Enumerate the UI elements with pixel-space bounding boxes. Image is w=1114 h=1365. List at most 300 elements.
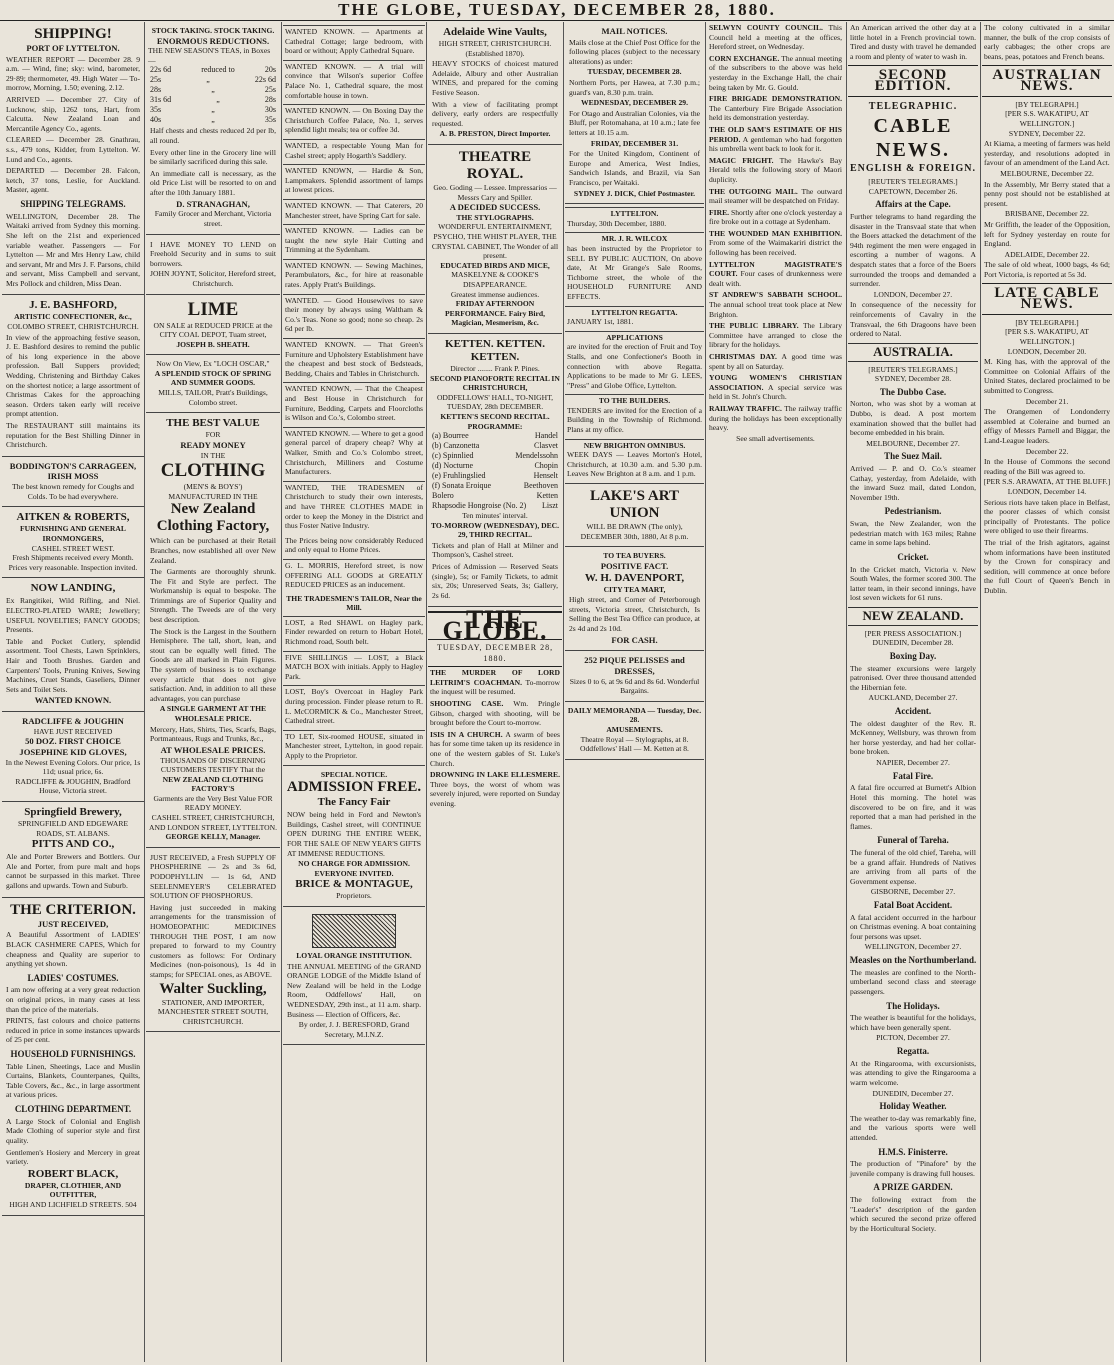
friday-performance: FRIDAY AFTERNOON PERFORMANCE. Fairy Bird, Magician, Mesmerism, &c. (445, 299, 545, 328)
melbourne-text: In the Assembly, Mr Berry stated that a penny post should not be established at present. (984, 179, 1110, 208)
in-the-label: IN THE (200, 450, 226, 460)
suckling-sub: STATIONER, AND IMPORTER, MANCHESTER STREET SOUTH, CHRISTCHURCH. (157, 997, 269, 1026)
dunedin-dateline: DUNEDIN, December 28. (872, 638, 954, 648)
cable-news-heading: CABLE NEWS. (873, 115, 953, 162)
london-dateline: LONDON, December 20. (1007, 346, 1087, 356)
aitken-ad (2, 507, 144, 578)
wanted-ad: WANTED KNOWN. — A trial will convince that Wilson's superior Coffee Palace No. 1, Cathedral square, the most comfortable house in town. (285, 61, 423, 100)
column-rule (144, 22, 145, 1362)
tomorrow-recital: TO-MORROW (WEDNESDAY), DEC. 29, THIRD RECITAL. (430, 520, 560, 540)
landing-text: Table and Pocket Cutlery, splendid assortment. Tool Chests, Lawn Sprinklers, Hair and Tooth Brushes. Garden and Carpenters' Tools, Pruning Knives, Sewing Machines, Cruet Stands, Gaseliers, Dinner Sets and Toilet Sets. (6, 636, 140, 694)
news-item: CHRISTMAS DAY. A good time was spent by all on Saturday. (709, 352, 842, 371)
to-let-ad: TO LET, Six-roomed HOUSE, situated in Manchester street, Lyttelton, in good repair. Apply to the Proprietor. (285, 731, 423, 760)
garments-text: The Garments are thoroughly shrunk. The Fit and Style are perfect. The Workmanship is equal to bespoke. The Trimmings are of Superior Quality and Strength. The Tweeds are of the very best description. (150, 567, 276, 625)
accident-text: The oldest daughter of the Rev. R. McKenney, Wellsbury, was thrown from her horse yesterday, and had her collar-bone broken. (850, 718, 976, 757)
wanted-ad: WANTED KNOWN, — Hardie & Son, Lampmakers. Splendid assortment of lamps at lowest prices. (285, 166, 423, 195)
lost-ad: FIVE SHILLINGS — LOST, a Black MATCH BOX with initials. Apply to Hagley Park. (285, 652, 423, 681)
aitken-trade: FURNISHING AND GENERAL IRONMONGERS, (20, 524, 126, 543)
cape-text: Further telegrams to hand regarding the disaster in the Transvaal state that when the Boers attacked the detachment of the 94th regiment the men were engaged in escorting a number of wagons. A despatch states that a force of the Boers surrounded the troops and demanded a surrender. (850, 212, 976, 289)
hms-heading: H.M.S. Finisterre. (878, 1146, 948, 1157)
tuesday-heading: TUESDAY, DECEMBER 28. (587, 67, 682, 77)
programme-list (430, 431, 560, 511)
tea-price-list (148, 65, 278, 125)
wanted-ad: WANTED, a respectable Young Man for Cashel street; apply Hogarth's Saddlery. (285, 140, 423, 160)
city-tea-mart: CITY TEA MART, (603, 584, 666, 594)
mail-heading: MAIL NOTICES. (601, 26, 668, 36)
theatre-heading: THEATRE ROYAL. (458, 148, 532, 182)
bashford-text: In view of the approaching festive season, J. E. Bashford desires to remind the public of his long experience in the above profession. Ball Suppers provided; Wedding, Christening and Birthday Cakes on the shortest notice; a large assortment of Christmas Cakes for the approaching season. Orders taken early will receive prompt attention. (6, 332, 140, 419)
for-label: FOR (205, 430, 221, 440)
just-received-phosphorus: JUST RECEIVED, a Fresh SUPPLY OF PHOSPHERINE — 2s and 3s 6d, PODOPHYLLIN — 1s 6d, AND SEELENMEYER'S CELEBRATED SOLUTION OF PHOSPHORUS. (150, 852, 276, 901)
programme-item: Rhapsodie Hongroise (No. 2) Liszt (432, 501, 558, 511)
bashford-address: COLOMBO STREET, CHRISTCHURCH. (7, 322, 139, 332)
lodge-emblem (312, 914, 396, 948)
pique-ad (565, 651, 704, 702)
australian-news-heading: AUSTRALIAN NEWS. (982, 65, 1112, 96)
via-label: [PER S.S. WAKATIPU, AT WELLINGTON.] (1005, 327, 1089, 347)
affairs-cape-heading: Affairs at the Cape. (875, 199, 951, 210)
dec21-text: The Orangemen of Londonderry assembled at Coleraine and burned an effigy of Messrs Parnell and Biggar, the Land-League leaders. (984, 407, 1110, 445)
via-label: [PER S.S. WAKATIPU, AT WELLINGTON.] (1005, 109, 1089, 128)
see-small-ads: See small advertisements. (736, 433, 815, 443)
closing-text: The trial of the Irish agitators, against whom informations have been instituted by the Crown for conspiracy and sedition, will commence at once before the full Court of Queen's Bench in Dublin. (984, 537, 1110, 595)
now-view: Now On View, Ex "LOCH OSCAR," (156, 359, 270, 369)
news-item: FIRE BRIGADE DEMONSTRATION. The Canterbury Fire Brigade Association held its demonstration yesterday. (709, 94, 842, 123)
programme-item: (e) Fruhlingslied Henselt (432, 471, 558, 481)
davenport-ad (565, 547, 704, 651)
bashford-ad (2, 295, 144, 456)
springfield-heading: Springfield Brewery, (24, 806, 122, 819)
mercery-text: Mercery, Hats, Shirts, Ties, Scarfs, Bags, Portmanteaus, Rugs and Trunks, &c., (150, 724, 276, 744)
fancy-fair-text: NOW being held in Ford and Newton's Buildings, Cashel street, will CONTINUE OPEN DURING THE ENTIRE WEEK, FOR THE SALE OF NEW YEAR'S GIFTS AT IMMENSE REDUCTIONS. (287, 810, 421, 858)
aitken-sub: Fresh Shipments received every Month. Prices very reasonable. Inspection invited. (8, 553, 138, 572)
diary-heading: DAILY MEMORANDA — Tuesday, Dec. 28. (567, 705, 702, 725)
clothing-heading: CLOTHING (160, 460, 266, 482)
masthead: THE GLOBE, TUESDAY, DECEMBER 28, 1880. (0, 0, 1114, 21)
dubbo-heading: The Dubbo Case. (879, 386, 947, 397)
diary (565, 702, 704, 760)
friday-text: For the United Kingdom, Continent of Europe and America, West Indies, Sandwich Islands, and Brazil, via San Francisco, per Waitaki. (569, 149, 700, 188)
wholesale-heading: AT WHOLESALE PRICES. (160, 744, 266, 755)
australia-heading: AUSTRALIA. (848, 343, 978, 362)
teas-intro: THE NEW SEASON'S TEAS, in Boxes — (148, 46, 271, 65)
regatta-text: At the Ringarooma, with excursionists, was attending to give the Ringarooma a warm welcome. (850, 1058, 976, 1087)
ketten-second: KETTEN'S SECOND RECITAL. (440, 411, 550, 421)
holiday-weather-text: The weather to-day was remarkably fine, and the various sports were well attended. (850, 1113, 976, 1142)
lime-heading: LIME (187, 298, 239, 320)
boddington-sub: The best known remedy for Coughs and Colds. To be had everywhere. (12, 482, 134, 501)
landing-heading: NOW LANDING, (30, 582, 116, 595)
landing-list: Ex Rangitikei, Wild Rifling, and Niel. ELECTRO-PLATED WARE; Jewellery; USEFUL NOVELTIES; FANCY GOODS; Presents. (6, 596, 140, 635)
brisbane-dateline: BRISBANE, December 22. (1005, 209, 1089, 219)
admission-free: ADMISSION FREE. (286, 779, 422, 796)
bashford-trade: ARTISTIC CONFECTIONER, &c., (14, 312, 132, 322)
melbourne-dateline: MELBOURNE, December 27. (866, 438, 960, 448)
theatre-ad (428, 145, 562, 334)
intro-text: The colony cultivated in a similar manner, the bulk of the crop consists of early cabbages; the other crops are beans, peas, potatoes and French beans. (984, 23, 1110, 61)
funeral-heading: Funeral of Tareha. (877, 835, 949, 846)
capetown-dateline: CAPETOWN, December 26. (868, 186, 958, 196)
lost-ad: LOST, Boy's Overcoat in Hagley Park during procession. Finder please return to R. L. McCORMICK & Co., Manchester Street, Cathedral street. (285, 687, 423, 726)
news-item: THE WOUNDED MAN EXHIBITION. From some of the Waimakariri district the following has been received. (709, 228, 842, 258)
ready-money: READY MONEY (180, 439, 246, 450)
auckland-dateline: AUCKLAND, December 27. (868, 693, 958, 703)
postmaster: SYDNEY J. DICK, Chief Postmaster. (573, 188, 696, 198)
wanted-known-heading: WANTED KNOWN. (34, 695, 112, 706)
programme-item: (c) Spinnlied Mendelssohn (432, 451, 558, 461)
port-heading: PORT OF LYTTELTON. (26, 43, 120, 53)
boxing-heading: Boxing Day. (889, 650, 937, 661)
wanted-ad: WANTED KNOWN. — That Caterers, 20 Manchester street, have Spring Cart for sale. (285, 200, 423, 220)
wednesday-text: For Otago and Australian Colonies, via the Bluff, per Rotomahana, at 10 a.m.; late fee letters at 10.15 a.m. (569, 108, 700, 138)
sydney-text: At Kiama, a meeting of farmers was held yesterday, and resolutions adopted in favour of an amendment of the Land Act. (984, 139, 1110, 168)
wanted-ad: WANTED KNOWN. — Sewing Machines, Perambulators, &c., for hire at reasonable rates. Apply Pratt's Buildings. (285, 260, 423, 290)
bashford-restaurant: The RESTAURANT still maintains its reputation for the Best Shilling Dinner in Christchurch. (6, 421, 140, 450)
criterion-ad (2, 898, 144, 1216)
hms-text: The production of "Pinafore" by the juvenile company is drawing full houses. (850, 1159, 976, 1178)
news-item: SELWYN COUNTY COUNCIL. This Council held a meeting at the offices, Hereford street, on Wednesday. (709, 23, 843, 52)
adelaide-ad (428, 22, 562, 145)
wanted-ad: WANTED KNOWN. — Apartments at Cathedral Cottage; large bedroom, with board or without; Apply Cathedral Square. (285, 27, 423, 56)
news-item: THE MURDER OF LORD LEITRIM'S COACHMAN. To-morrow the inquest will be resumed. (430, 668, 560, 697)
ketten-heading: KETTEN. KETTEN. KETTEN. (445, 337, 545, 363)
robert-black-sub: DRAPER, CLOTHIER, AND OUTFITTER, (24, 1180, 122, 1200)
educated-birds: EDUCATED BIRDS AND MICE, (440, 260, 550, 270)
prize-garden-text: The following extract from the "Leader's" description of the garden which secured the second prize offered by the Horticultural Society. (850, 1195, 976, 1233)
purchased-text: Which can be purchased at their Retail Branches, now established all over New Zealand. (150, 536, 276, 565)
second-recital: SECOND PIANOFORTE RECITAL IN CHRISTCHURCH, (430, 373, 560, 393)
theatre-sub: Geo. Goding — Lessee. Impressarios — Messrs Cary and Spiller. (433, 182, 557, 202)
pitts-text: Ale and Porter Brewers and Bottlers. Our Ale and Porter, from pure malt and hops cannot be surpassed in this market. Three gallons and upwards. Town and Suburb. (6, 852, 140, 891)
intro-text: An American arrived the other day at a little hotel in a French provincial town. Tired and dusty with travel he demanded a room and plenty of water to wash in. (850, 23, 976, 61)
london2-dateline: LONDON, December 14. (1007, 486, 1087, 496)
news-item: SHOOTING CASE. Wm. Pringle Gibson, charged with shooting, will be brought before the Court to-morrow. (430, 699, 560, 728)
second-edition-heading: SECOND EDITION. (848, 65, 978, 96)
davenport-text: High street, and Corner of Peterborough streets, Victoria street, Christchurch, Is Selling the Best Tea Office can produce, at 2s 4d and 2s 10d. (569, 595, 700, 633)
aitken-name: AITKEN & ROBERTS, (16, 511, 130, 524)
news-item: ISIS IN A CHURCH. A swarm of bees has for some time taken up its residence in one of the western gables of St. Luke's Church. (430, 729, 560, 768)
adelaide-sub: HIGH STREET, CHRISTCHURCH. (Established 1870). (438, 39, 552, 58)
stocktaking-heading: STOCK TAKING. STOCK TAKING. (151, 26, 275, 35)
wonderful: WONDERFUL ENTERTAINMENT, PSYCHO, THE WHIST PLAYER, THE CRYSTAL CABINET, The Wonder of all present. (431, 222, 559, 261)
english-foreign-heading: ENGLISH & FOREIGN. (849, 163, 977, 175)
morris-ad: G. L. MORRIS, Hereford street, is now OFFERING ALL GOODS at GREATLY REDUCED PRICES as an inducement. (285, 560, 423, 590)
weather-report: WEATHER REPORT — December 28. 9 a.m. — Wind, fine; sky: wind, barometer, 29·89; thermometer, 49. High Water — To-morrow, Morning, 1.50; evening, 2.12. (6, 54, 140, 93)
pedestrian-heading: Pedestrianism. (884, 506, 942, 517)
column-3 (283, 22, 425, 1362)
late-cable-heading: LATE CABLE NEWS. (982, 283, 1112, 314)
london-dateline: LONDON, December 27. (873, 289, 953, 299)
notice: TO THE BUILDERS. TENDERS are invited for the Erection of a Building in the Township of Richmond. Plans at my office. (567, 396, 702, 435)
column-rule (705, 22, 706, 1362)
column-rule (563, 22, 564, 1362)
holiday-weather-heading: Holiday Weather. (879, 1101, 947, 1112)
mills-ad (146, 355, 280, 413)
melbourne-dateline: MELBOURNE, December 22. (1000, 168, 1094, 178)
holidays-text: The weather is beautiful for the holidays, which have been generally spent. (850, 1013, 976, 1032)
special-notice: SPECIAL NOTICE. (320, 769, 388, 779)
news-item: MAGIC FRIGHT. The Hawke's Bay Herald tells the following story of Maori duplicity. (709, 155, 842, 184)
pedestrian-text: Swan, the New Zealander, won the pedestrian match with 163 miles; Rahne came in some laps behind. (850, 519, 976, 548)
holidays-heading: The Holidays. (886, 1000, 940, 1011)
manufactured-label: MANUFACTURED IN THE (168, 491, 258, 501)
picton-dateline: PICTON, December 27. (876, 1033, 950, 1043)
measles-heading: Measles on the Northumberland. (849, 955, 977, 966)
heavy-stocks: HEAVY STOCKS of choicest matured Adelaide, Albury and other Australian WINES, and prepared for the coming Festive Season. (432, 59, 558, 97)
cashel-address: CASHEL STREET, CHRISTCHURCH, AND LONDON STREET, LYTTELTON. (149, 813, 277, 832)
shipping-telegrams-heading: SHIPPING TELEGRAMS. (20, 199, 126, 210)
wanted-ad: WANTED KNOWN. — That Green's Furniture and Upholstery Establishment have the cheapest and best stock of Bedsteads, Bedding, Chairs and Tables in Christchurch. (285, 340, 423, 378)
household-heading: HOUSEHOLD FURNISHINGS. (10, 1048, 136, 1059)
fancy-fair-ad (283, 765, 425, 907)
tea-buyers: TO TEA BUYERS. (603, 551, 666, 561)
lime-sign: JOSEPH B. SHEATH. (176, 339, 250, 349)
arrived-report: ARRIVED — December 27. City of Lucknow, ship, 1262 tons, Hart, from Calcutta. New Zealand Loan and Mercantile Agency Co., agents. (6, 95, 140, 133)
just-received-heading: JUST RECEIVED, (37, 918, 109, 929)
globe-dateline: TUESDAY, DECEMBER 28, 1880. (428, 642, 562, 667)
news-item: ST ANDREW'S SABBATH SCHOOL. The annual school treat took place at New Brighton. (709, 290, 842, 319)
nz-clothing-ad (146, 413, 280, 848)
news-item: DROWNING IN LAKE ELLESMERE. Three boys, the worst of whom was severely injured, were reported on Sunday evening. (430, 770, 560, 808)
best-value: THE BEST VALUE (166, 417, 260, 430)
radcliffe-price: 50 DOZ. FIRST CHOICE JOSEPHINE KID GLOVES, (19, 736, 127, 757)
ladies-costumes-heading: LADIES' COSTUMES. (27, 972, 119, 983)
mail-text: Mails close at the Chief Post Office for the following places (subject to the necessary alterations) as under: (569, 37, 700, 66)
stylographs: THE STYLOGRAPHS. (456, 212, 534, 222)
pitts-name: PITTS AND CO., (31, 838, 115, 851)
notice: LYTTELTON. Thursday, 30th December, 1880. (565, 207, 704, 229)
loyal-orange: LOYAL ORANGE INSTITUTION. (296, 950, 412, 960)
criterion-heading: THE CRITERION. (10, 901, 136, 918)
joynt: JOHN JOYNT, Solicitor, Hereford street, Christchurch. (150, 269, 276, 288)
with-view: With a view of facilitating prompt delivery, early orders are respectfully requested. (432, 99, 558, 128)
column-6 (707, 22, 844, 1362)
tailors-ad: THE TRADESMEN'S TAILOR, Near the Mill. (286, 593, 422, 613)
for-cash: FOR CASH. (611, 634, 658, 645)
funeral-text: The funeral of the old chief, Tareha, will be a grand affair. Hundreds of Natives are arriving from all parts of the Government expense. (850, 848, 976, 886)
notice: LYTTELTON REGATTA. JANUARY 1st, 1881. (565, 306, 704, 328)
clothing-text: A Large Stock of Colonial and English Made Clothing of superior style and first quality. (6, 1116, 140, 1145)
tea-price-row: 31s 6d „ 28s (150, 95, 276, 105)
programme-item: Bolero Ketten (432, 491, 558, 501)
garments-best: Garments are the Very Best Value FOR READY MONEY. (153, 793, 273, 813)
positive-fact: POSITIVE FACT. (600, 560, 669, 571)
tea-price-row: 25s „ 22s 6d (150, 75, 276, 85)
tea-price-row: 22s 6d reduced to 20s (150, 65, 276, 75)
reuter-label: [REUTER'S TELEGRAMS.] (868, 364, 958, 374)
preston: A. B. PRESTON, Direct Importer. (439, 129, 551, 139)
radcliffe-text: In the Newest Evening Colors. Our price, 1s 11d; usual price, 6s. (5, 757, 141, 777)
pique-heading: 252 PIQUE PELISSES and DRESSES, (584, 655, 685, 676)
auction-notices (565, 207, 704, 480)
lime-ad (146, 295, 280, 356)
news-item: LYTTELTON MAGISTRATE'S COURT. Four cases of drunkenness were dealt with. (709, 259, 842, 288)
fatal-fire-heading: Fatal Fire. (892, 770, 934, 781)
column-rule (281, 22, 282, 1362)
new-zealand-heading: NEW ZEALAND. (848, 607, 978, 626)
regatta-heading: Regatta. (896, 1046, 930, 1057)
news-item: FIRE. Shortly after one o'clock yesterday a fire broke out in a cottage at Sydenham. (709, 207, 842, 227)
dubbo-text: Norton, who was shot by a woman at Dubbo, is dead. A post mortem examination showed that the bullet had become embedded in his brain. (850, 399, 976, 438)
robert-black-name: ROBERT BLACK, (27, 1167, 119, 1180)
nzcf-label: NEW ZEALAND CLOTHING FACTORY'S (162, 774, 264, 794)
telegraphic-heading: TELEGRAPHIC. (868, 100, 958, 112)
radcliffe-name: RADCLIFFE & JOUGHIN (22, 715, 124, 726)
no-charge: NO CHARGE FOR ADMISSION. (298, 859, 410, 869)
boddington-ad (2, 457, 144, 508)
boat-accident-heading: Fatal Boat Accident. (873, 899, 953, 910)
programme-heading: PROGRAMME: (467, 421, 523, 431)
radcliffe-sub: HAVE JUST RECEIVED (33, 726, 113, 736)
hosiery-text: Gentlemen's Hosiery and Mercery in great variety. (6, 1147, 140, 1167)
pique-text: Sizes 0 to 6, at 9s 6d and 8s 6d. Wonderful Bargains. (569, 676, 700, 696)
annual-meeting: THE ANNUAL MEETING of the GRAND ORANGE LODGE of the Middle Island of New Zealand will be held in the Lodge Room, Oddfellows' Hall, on WEDNESDAY, 29th inst., at 11 a.m. sharp. Business — Election of Officers, &c. (287, 961, 421, 1019)
sydney-dateline: SYDNEY, December 22. (1008, 128, 1086, 138)
wellington-dateline: WELLINGTON, December 27. (864, 942, 962, 952)
fancy-fair-heading: The Fancy Fair (317, 796, 391, 809)
wanted-ad: WANTED KNOWN. — On Boxing Day the Christchurch Coffee Palace, No. 1, serves splendid light meals; tea or coffee 3d. (285, 106, 423, 135)
dec22-text: In the House of Commons the second reading of the Bill was agreed to. (984, 457, 1110, 476)
tea-price-row: 35s „ 30s (150, 105, 276, 115)
springfield-ad (2, 802, 144, 898)
lost-ad: LOST, a Red SHAWL on Hagley park, Finder rewarded on return to Hobart Hotel, Richmond road, South belt. (285, 617, 423, 647)
springfield-sub: SPRINGFIELD AND EDGEWARE ROADS, ST. ALBANS. (17, 819, 129, 838)
adelaide-dateline: ADELAIDE, December 22. (1004, 249, 1090, 259)
telegraph-label: [BY TELEGRAPH.] (1015, 317, 1079, 327)
reductions-heading: ENORMOUS REDUCTIONS. (156, 35, 270, 46)
every-other: Every other line in the Grocery line will be similarly sacrificed during this sale. (150, 147, 276, 167)
column-rule (980, 22, 981, 1362)
shipping-section (2, 22, 144, 295)
everyone-invited: EVERYONE INVITED. (314, 868, 394, 878)
london-text: In consequence of the necessity for reinforcements of Cavalry in the Transvaal, the 6th Dragoons have been ordered to Natal. (850, 300, 976, 339)
admission-prices: Prices of Admission — Reserved Seats (single), 5s; or Family Tickets, to admit six, 20s; Unreserved Seats, 3s; Gallery, 2s 6d. (432, 562, 558, 600)
wednesday-heading: WEDNESDAY, DECEMBER 29. (580, 98, 689, 108)
adelaide-heading: Adelaide Wine Vaults, (443, 26, 547, 38)
reuter-label: [REUTER'S TELEGRAMS.] (868, 177, 958, 187)
wanted-ad: WANTED KNOWN, — That the Cheapest and Best House in Christchurch for Furniture, Bedding, Carpets and Floorcloths is Wilson and Co.'s, Colombo street. (285, 384, 423, 423)
thousands-text: THOUSANDS OF DISCERNING CUSTOMERS TESTIFY That the (160, 755, 266, 775)
column-7 (848, 22, 978, 1362)
tea-price-row: 40s „ 35s (150, 115, 276, 125)
lakes-heading: LAKE'S ART UNION (589, 488, 680, 522)
lime-text: ON SALE at REDUCED PRICE at the CITY COAL DEPOT, Tuam street, (153, 320, 273, 340)
gisborne-dateline: GISBORNE, December 27. (870, 887, 956, 897)
immediate: An immediate call is necessary, as the old Price List will be resorted to on and after the 10th January 1881. (150, 168, 276, 198)
brice-montague: BRICE & MONTAGUE, (295, 878, 413, 891)
arawata-label: [PER S.S. ARAWATA, AT THE BLUFF.] (983, 477, 1111, 487)
money-lend: I HAVE MONEY TO LEND on Freehold Security and in sums to suit borrowers. (150, 239, 276, 268)
dec21-dateline: December 21. (1025, 396, 1069, 406)
programme-item: (a) Bourree Handel (432, 431, 558, 441)
spring-stock: A SPLENDID STOCK OF SPRING AND SUMMER GOODS. (154, 368, 272, 388)
mills: MILLS, TAILOR, Pratt's Buildings, Colombo street. (158, 388, 268, 407)
half-chests: Half chests and chests reduced 2d per lb, all round. (150, 126, 276, 146)
wanted-ad: WANTED KNOWN. — Where to get a good general parcel of drapery cheap? Why at Walker, Smith and Co.'s Colombo street, Christchurch, Milliners and Costume Manufacturers. (285, 428, 423, 477)
davenport-name: W. H. DAVENPORT, (584, 571, 685, 584)
programme-item: (d) Nocturne Chopin (432, 461, 558, 471)
news-item: YOUNG WOMEN'S CHRISTIAN ASSOCIATION. A special service was held in St. John's Church. (709, 373, 843, 402)
intermission: Ten minutes' interval. (462, 511, 528, 521)
prints-text: PRINTS, fast colours and choice patterns reduced in price in some instances upwards of 25 per cent. (6, 1016, 140, 1045)
wanted-ad: WANTED KNOWN. — Ladies can be taught the new style Hair Cutting and Trimming at the Sydenham. (285, 226, 423, 255)
homoeopathic-text: Having just succeeded in making arrangements for the transmission of HOMOEOPATHIC MEDICINES THROUGH THE POST, I am now prepared to forward to my Country customers as follows: For Ordinary Medicines (non-poisonous), 1s 4d in stamps; for SPECIAL ones, as ABOVE. (150, 902, 276, 979)
costumes-text: I am now offering at a very great reduction on original prices, in many cases at less than the price of the materials. (6, 985, 140, 1014)
stranahan-name: D. STRANAGHAN, (176, 198, 250, 209)
measles-text: The measles are confined to the North-umberland second class and steerage passengers. (850, 967, 976, 996)
suckling-name: Walter Suckling, (159, 980, 267, 997)
friday-heading: FRIDAY, DECEMBER 31. (590, 138, 679, 148)
proprietors: Proprietors. (336, 891, 372, 901)
fatal-fire-text: A fatal fire occurred at Burnett's Albion Hotel this morning. The hotel was discovered to be on fire, and it was reported that a man had perished in the flames. (850, 783, 976, 831)
programme-item: (f) Sonata Eroique Beethoven (432, 481, 558, 491)
amusements-heading: AMUSEMENTS. (606, 724, 663, 734)
radcliffe-ad (2, 712, 144, 802)
notice: NEW BRIGHTON OMNIBUS. WEEK DAYS — Leaves Morton's Hotel, Christchurch, at 10.30 a.m. and 5.30 p.m. Leaves New Brighton at 8 a.m. and 1 p.m. (567, 440, 702, 479)
beresford: By order, J. J. BERESFORD, Grand Secretary, M.I.N.Z. (298, 1020, 410, 1039)
mail-notices (565, 22, 704, 204)
lakes-art-union-ad (565, 483, 704, 547)
shipping-heading: SHIPPING! (34, 26, 112, 42)
phosphorus-ad (146, 848, 280, 1033)
dunedin2-dateline: DUNEDIN, December 27. (872, 1088, 954, 1098)
bashford-name: J. E. BASHFORD, (29, 299, 117, 312)
orange-ad (283, 907, 425, 1045)
amusements-text: Theatre Royal — Stylographs, at 8. Oddfellows' Hall — M. Ketten at 8. (580, 734, 689, 754)
news-item: THE OLD SAM'S ESTIMATE OF HIS PERIOD. A gentleman who had forgotten his umbrella went back to look for it. (709, 124, 842, 154)
wellington-telegram: WELLINGTON, December 28. The Waitaki arrived from Sydney this morning. She left on the 21st and experienced variable weather. Passengers — For Lyttelton — Mr and Mrs Henry Law, child and servant, Mr and Mrs J. F. Parsons, child and servant, Miss Campbell and servant, Mrs Pollock and children, Miss Dean. (6, 211, 140, 288)
landing-ad (2, 578, 144, 712)
column-4 (428, 22, 562, 1362)
local-news (428, 667, 562, 809)
news-item: THE PUBLIC LIBRARY. The Library Committee have arranged to close the library for the holidays. (709, 321, 842, 350)
column-rule (846, 22, 847, 1362)
wanted-ad-sub: The Prices being now considerably Reduced and only equal to Home Prices. (285, 535, 423, 555)
sydney-dateline: SYDNEY, December 28. (874, 374, 952, 384)
tea-price-row: 28s „ 25s (150, 85, 276, 95)
programme-item: (b) Canzonetta Clasvet (432, 441, 558, 451)
lakes-text: WILL BE DRAWN (The only), DECEMBER 30th, 1880, At 8 p.m. (580, 522, 689, 541)
notice: APPLICATIONS are invited for the erection of Fruit and Toy Stalls, and one Confectioner's Booth in connection with above Regatta. Applications to be made to Mr G. LEES, "Press" and Globe Office, Lyttelton. (567, 332, 702, 390)
prize-garden-heading: A PRIZE GARDEN. (873, 1182, 953, 1193)
tuesday-text: Northern Ports, per Hawea, at 7.30 p.m.; guard's van, 8.30 p.m. train. (569, 78, 700, 97)
criterion-text: A Beautiful Assortment of LADIES' BLACK CASHMERE CAPES, Which for cheapness and Quality are superior to anything yet shown. (6, 930, 140, 969)
adelaide-text: The sale of old wheat, 1000 bags, 4s 6d; Port Victoria, is reported at 5s 3d. (984, 260, 1110, 279)
wanted-ad: WANTED, THE TRADESMEN of Christchurch to study their own interests, and have THREE CLOTHES MADE in order to keep the Money in the District and thus Foster Native Industry. (285, 482, 423, 531)
wanted-ad: WANTED. — Good Housewives to save their money by always using Waltham & Co.'s Teas. None so good; none so cheap. 2s 6d per lb. (285, 295, 423, 334)
suez-heading: The Suez Mail. (884, 451, 942, 462)
notice: MR. J. R. WILCOX has been instructed by the Proprietor to SELL BY PUBLIC AUCTION, On above date, At Mr Grange's Sale Rooms, Tichborne street, the whole of the HOUSEHOLD FURNITURE AND EFFECTS. (567, 234, 702, 301)
globe-heading: THE GLOBE. (428, 611, 562, 639)
cricket-heading: Cricket. (897, 551, 929, 562)
stranahan-sub: Family Grocer and Merchant, Victoria street. (154, 209, 272, 228)
dec22-dateline: December 22. (1025, 446, 1069, 456)
brisbane-text: Mr Griffith, the leader of the Opposition, left for Sydney yesterday en route for England. (984, 219, 1110, 249)
accident-heading: Accident. (894, 705, 932, 716)
tickets: Tickets and plan of Hall at Milner and Thompson's, Cashel street. (432, 540, 558, 560)
ketten-ad (428, 334, 562, 608)
column-rule (426, 22, 427, 1362)
departed-report: DEPARTED — December 28. Falcon, ketch, 37 tons, Leslie, for Auckland. Master, agent. (6, 166, 140, 195)
largest-text: The Stock is the Largest in the Southern Hemisphere. The tall, short, lean, and stout can be equally well fitted. The Goods are all marked in Plain Figures. The system of business is to exchange every article that does not give satisfaction. And, in addition to all these advantages, you can purchase (150, 626, 276, 703)
nz-factory-heading: New Zealand Clothing Factory, (156, 501, 270, 535)
mens-boys: (MEN'S & BOYS') (183, 482, 243, 492)
boddington-heading: BODDINGTON'S CARRAGEEN, IRISH MOSS (9, 460, 137, 482)
london2-text: Serious riots have taken place in Belfast, the poorer classes of which consist principally of Protestants. The police were obliged to use their firearms. (984, 497, 1110, 536)
suez-text: Arrived — P. and O. Co.'s steamer Cathay, yesterday, from Adelaide, with the inward Suez mail, dated London, November 19th. (850, 464, 976, 502)
money-ad (146, 235, 280, 295)
news-item: RAILWAY TRAFFIC. The railway traffic during the holidays has been exceptionally heavy. (709, 403, 842, 433)
